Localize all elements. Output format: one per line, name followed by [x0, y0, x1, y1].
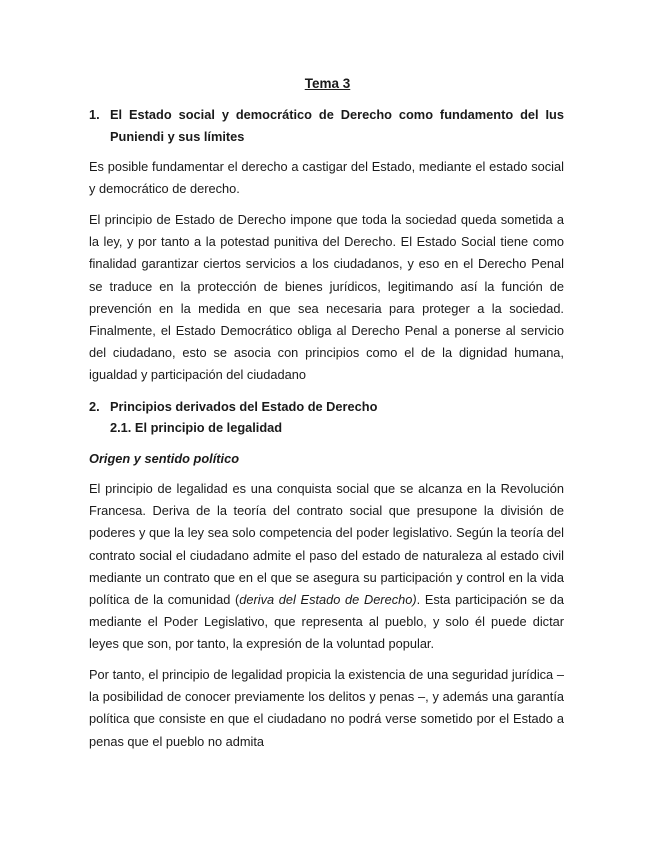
subsection-2-1-heading-text: El principio de legalidad [134, 420, 283, 435]
section-2-heading-text: Principios derivados del Estado de Derecho [110, 399, 378, 414]
italic-subheading: Origen y sentido político [89, 451, 240, 466]
section-1-heading [89, 104, 564, 148]
paragraph-1: Es posible fundamentar el derecho a castigar del Estado, mediante el estado social y democrático de derecho. [89, 159, 564, 197]
subsection-2-1-number: 2.1. [110, 420, 132, 435]
page-title: Tema 3 [304, 76, 351, 91]
section-2-heading [89, 396, 564, 418]
paragraph-4: Por tanto, el principio de legalidad propicia la existencia de una seguridad jurídica – la posibilidad de conocer previamente los delitos y penas –, y además una garantía política que consiste en que el ciudadano no podrá verse sometido por el Estado a penas que el pueblo no admita [89, 667, 564, 749]
subsection-2-1-heading [89, 417, 564, 439]
section-2-number: 2. [89, 399, 100, 414]
section-1-number: 1. [89, 107, 100, 122]
paragraph-3-text-a: El principio de legalidad es una conquista social que se alcanza en la Revolución Francesa. Deriva de la teoría del contrato social que presupone la división de poderes y que la ley sea solo competencia del poder legislativo. Según la teoría del contrato social el ciudadano admite el paso del estado de naturaleza al estado civil mediante un contrato que en el que se asegura su participación y control en la vida política de la comunidad ( [89, 481, 564, 608]
section-1-heading-text: El Estado social y democrático de Derecho como fundamento del Ius Puniendi y sus límites [110, 107, 564, 145]
paragraph-3-text-b: . Esta participación se da mediante el Poder Legislativo, que representa al pueblo, y solo él puede dictar leyes que son, por tanto, la expresión de la voluntad popular. [89, 592, 565, 652]
paragraph-3 [89, 478, 564, 656]
paragraph-3-italic: deriva del Estado de Derecho) [239, 592, 417, 608]
paragraph-2: El principio de Estado de Derecho impone que toda la sociedad queda sometida a la ley, y por tanto a la potestad punitiva del Derecho. El Estado Social tiene como finalidad garantizar ciertos servicios a los ciudadanos, y eso en el Derecho Penal se traduce en la protección de bienes jurídicos, legitimando así la función de prevención en la medida en que sea necesaria para proteger a la sociedad. Finalmente, el Estado Democrático obliga al Derecho Penal a ponerse al servicio del ciudadano, esto se asocia con principios como el de la dignidad humana, igualdad y participación del ciudadano [89, 212, 564, 383]
